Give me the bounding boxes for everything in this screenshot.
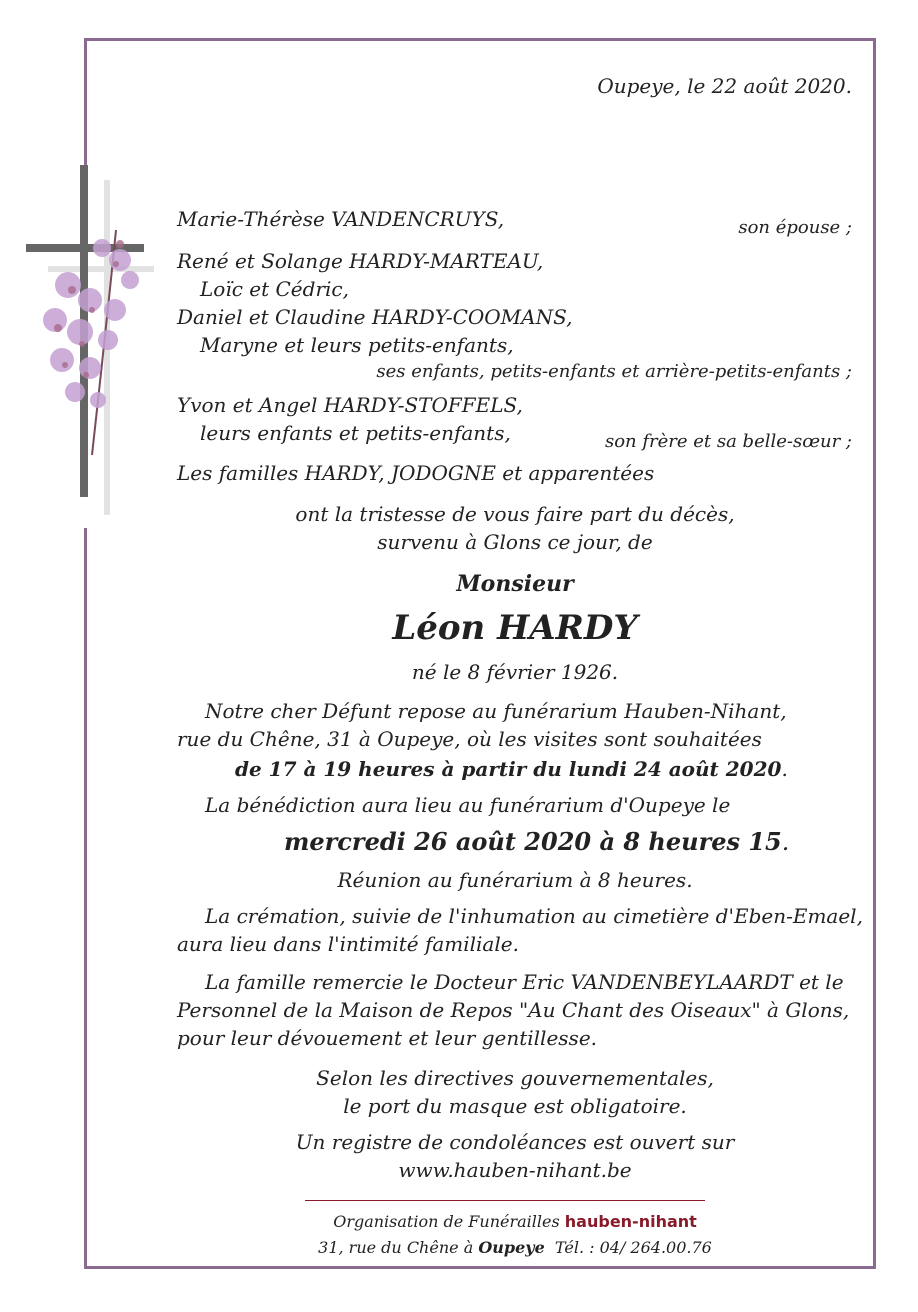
deceased-title: Monsieur [456,571,574,597]
thanks-line-3: pour leur dévouement et leur gentillesse. [177,1026,598,1050]
rest-line-2: rue du Chêne, 31 à Oupeye, où les visites sont souhaitées [177,727,762,751]
rest-line-1: Notre cher Défunt repose au funérarium Hauben-Nihant, [205,699,787,723]
announcement-line-1: ont la tristesse de vous faire part du décès, [295,502,735,526]
spouse-relation: son épouse ; [738,217,852,238]
mask-line-1: Selon les directives gouvernementales, [316,1066,714,1090]
blessing-date: mercredi 26 août 2020 à 8 heures 15. [284,827,790,856]
register-url[interactable]: www.hauben-nihant.be [398,1158,632,1182]
birth-date: né le 8 février 1926. [411,660,619,684]
cross-with-orchids-icon [20,160,160,520]
sibling: Yvon et Angel HARDY-STOFFELS, [177,393,523,417]
mask-line-2: le port du masque est obligatoire. [343,1094,687,1118]
footer-organisation [177,1212,853,1232]
visiting-hours: de 17 à 19 heures à partir du lundi 24 août 2020. [235,757,788,781]
cremation-line-1: La crémation, suivie de l'inhumation au cimetière d'Eben-Emael, [205,904,863,928]
brand-logo: hauben-nihant [564,1212,697,1231]
footer-phone: Tél. : 04/ 264.00.76 [554,1238,712,1257]
child-2-kids: Maryne et leurs petits-enfants, [200,333,514,357]
footer-divider [305,1200,705,1201]
blessing-line-1: La bénédiction aura lieu au funérarium d'Oupeye le [205,793,731,817]
spouse-name: Marie-Thérèse VANDENCRUYS, [177,207,505,231]
sibling-relation: son frère et sa belle-sœur ; [604,431,852,452]
extended-families: Les familles HARDY, JODOGNE et apparentées [177,461,655,485]
register-line-1: Un registre de condoléances est ouvert sur [295,1130,735,1154]
child-1: René et Solange HARDY-MARTEAU, [177,249,544,273]
meeting: Réunion au funérarium à 8 heures. [337,868,693,892]
thanks-line-2: Personnel de la Maison de Repos "Au Chant des Oiseaux" à Glons, [177,998,850,1022]
sibling-kids: leurs enfants et petits-enfants, [200,421,511,445]
footer-org-label: Organisation de Funérailles [333,1212,560,1231]
footer-town: Oupeye [478,1238,545,1257]
child-1-kids: Loïc et Cédric, [200,277,349,301]
blessing-date-text: mercredi 26 août 2020 à 8 heures 15 [284,827,782,856]
child-2: Daniel et Claudine HARDY-COOMANS, [177,305,573,329]
children-relation: ses enfants, petits-enfants et arrière-petits-enfants ; [376,361,852,382]
cremation-line-2: aura lieu dans l'intimité familiale. [177,932,519,956]
deceased-name: Léon HARDY [392,608,638,648]
visiting-hours-text: de 17 à 19 heures à partir du lundi 24 août 2020 [235,757,782,781]
thanks-line-1: La famille remercie le Docteur Eric VANDENBEYLAARDT et le [205,970,844,994]
footer-address-prefix: 31, rue du Chêne à [318,1238,474,1257]
place-date: Oupeye, le 22 août 2020. [597,74,852,98]
announcement-line-2: survenu à Glons ce jour, de [377,530,653,554]
footer-address [177,1238,853,1258]
